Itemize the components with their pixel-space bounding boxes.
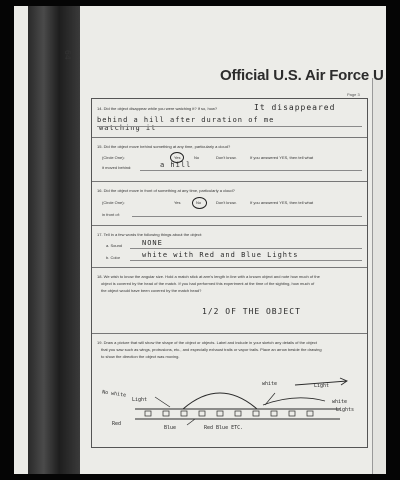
- questionnaire-form: [91, 98, 368, 448]
- q18-answer: 1/2 OF THE OBJECT: [202, 307, 301, 316]
- question-15-text: 15. Did the object move behind something at any time, particularly a cloud?: [97, 144, 231, 149]
- question-16: [92, 181, 367, 226]
- q17-color-answer: white with Red and Blue Lights: [142, 251, 299, 259]
- sketch-label-red: Red: [112, 421, 122, 427]
- question-19-line-3: to show the direction the object was moving.: [101, 354, 180, 359]
- question-19: [92, 333, 367, 447]
- sketch-label-light-left: Light: [132, 397, 148, 403]
- question-15: [92, 137, 367, 182]
- q15-moved-behind-answer: a hill: [160, 161, 192, 169]
- sketch-label-blue: Blue: [164, 425, 177, 431]
- q16-yes-option: Yes: [174, 200, 181, 205]
- sketch-label-lights-right: Lights: [336, 407, 355, 413]
- q16-in-front-label: in front of:: [102, 212, 120, 217]
- question-19-line-1: 19. Draw a picture that will show the shape of the object or objects. Label and include in your sketch any details of the object: [97, 340, 317, 345]
- question-18-line-1: 18. We wish to know the angular size. Hold a match stick at arm's length in line with a known object and note how much of the: [97, 274, 320, 279]
- q16-no-circled-mark: [192, 197, 207, 209]
- sketch-window: [307, 411, 313, 416]
- q14-answer-line-1: It disappeared: [254, 103, 336, 112]
- sketch-label-white-right: white: [332, 399, 348, 405]
- q16-no-option: No: [196, 200, 202, 205]
- sketch-dome: [183, 393, 257, 409]
- q15-yes-option: Yes: [174, 155, 181, 160]
- sketch-window: [235, 411, 241, 416]
- question-14-text: 14. Did the object disappear while you were watching it? If so, how?: [97, 106, 218, 111]
- sketch-label-light-top: Light: [314, 383, 330, 389]
- sketch-window: [217, 411, 223, 416]
- sketch-window: [163, 411, 169, 416]
- q17-color-line: [130, 260, 362, 261]
- sketch-label-red-blue-etc: Red Blue ETC.: [204, 425, 244, 431]
- q15-moved-behind-label: it moved behind:: [102, 165, 132, 170]
- sketch-window: [199, 411, 205, 416]
- page-label: Page 3: [347, 92, 360, 97]
- sketch-window: [253, 411, 259, 416]
- binding-shadow: [28, 6, 80, 474]
- question-14: [92, 99, 367, 138]
- q15-no-option: No: [194, 155, 200, 160]
- q16-answer-line: [132, 216, 362, 217]
- question-18-line-3: the object would have been covered by the match head?: [101, 288, 202, 293]
- question-17-text: 17. Tell in a few words the following things about the object:: [97, 232, 203, 237]
- sketch-pointer: [187, 419, 195, 425]
- spine-page-number: 64: [63, 50, 72, 60]
- question-16-text: 16. Did the object move in front of something at any time, particularly a cloud?: [97, 188, 235, 193]
- q14-answer-line: [97, 126, 362, 127]
- q16-circle-prompt: (Circle One):: [102, 200, 125, 205]
- sketch-pointer: [265, 393, 275, 405]
- sketch-pointer: [155, 397, 170, 407]
- next-page-edge: [372, 78, 386, 474]
- sketch-window: [145, 411, 151, 416]
- question-18-line-2: object is covered by the head of the match. If you had performed this experiment at the time of the sighting, how much of: [101, 281, 315, 286]
- sketch-arc-right: [263, 398, 325, 405]
- question-17: [92, 225, 367, 268]
- q15-answer-line: [140, 170, 362, 171]
- sketch-window: [289, 411, 295, 416]
- q15-followup-text: If you answered YES, then tell what: [250, 155, 314, 160]
- form-title: Official U.S. Air Force U: [220, 67, 384, 84]
- q17-color-label: b. Color: [106, 255, 121, 260]
- q17-sound-answer: NONE: [142, 239, 163, 247]
- q15-circle-prompt: (Circle One):: [102, 155, 125, 160]
- q15-dont-know-option: Don't know.: [216, 155, 237, 160]
- q17-sound-line: [130, 248, 362, 249]
- q16-dont-know-option: Don't know.: [216, 200, 237, 205]
- question-19-line-2: that you saw such as wings, protrusions, etc., and especially exhaust trails or vapor trails. Place an arrow beside the drawing: [101, 347, 322, 352]
- q14-answer-line-3: watching it: [99, 124, 157, 132]
- q16-followup-text: If you answered YES, then tell what: [250, 200, 314, 205]
- q17-sound-label: a. Sound: [106, 243, 123, 248]
- sketch-window: [181, 411, 187, 416]
- sketch-label-white-top: white: [262, 381, 278, 387]
- question-18: [92, 267, 367, 334]
- q14-answer-line-2: behind a hill after duration of me: [97, 116, 275, 124]
- sketch-window: [271, 411, 277, 416]
- sketch-label-no-white: No white: [101, 389, 127, 399]
- document-page: [14, 6, 386, 474]
